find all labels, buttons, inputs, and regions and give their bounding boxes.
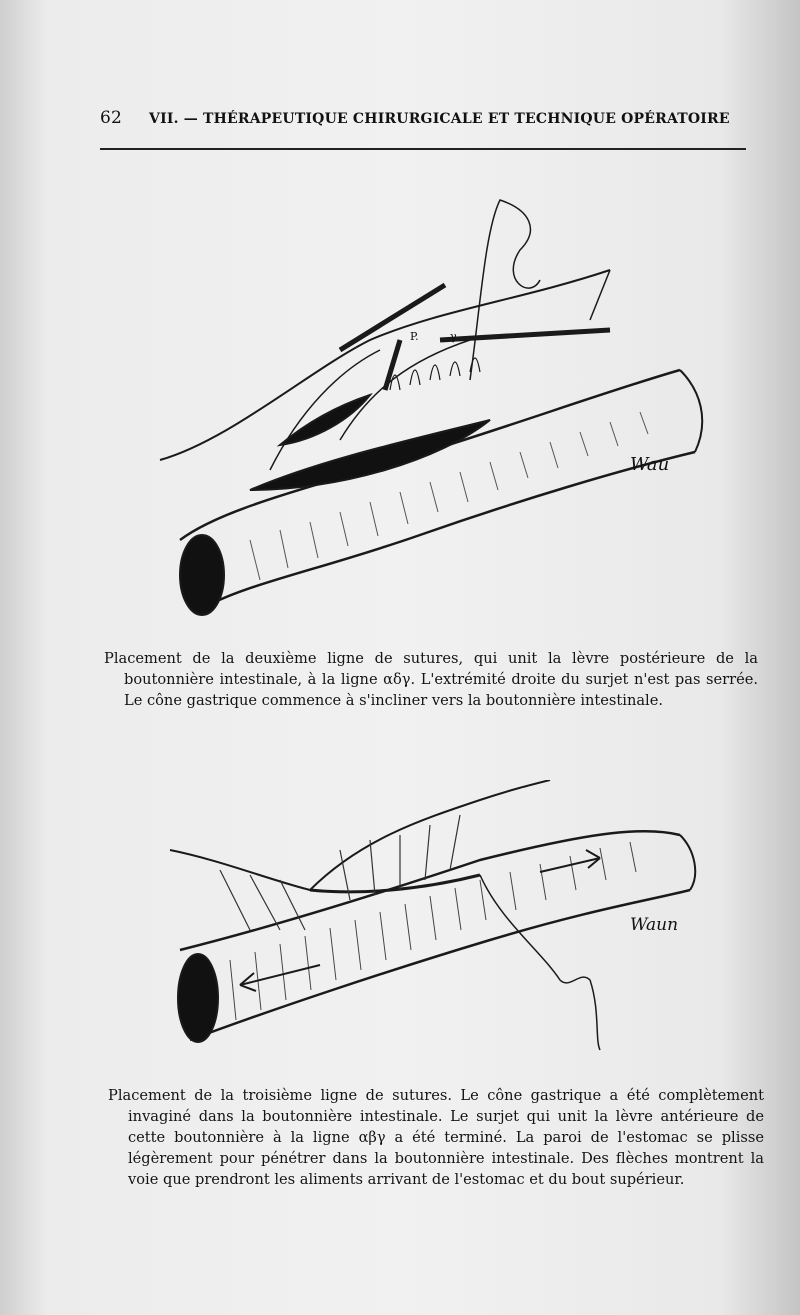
figure-1-signature: Wau	[630, 454, 670, 475]
figure-2-signature: Waun	[630, 915, 679, 935]
header-rule	[100, 148, 746, 150]
running-title: VII. — THÉRAPEUTIQUE CHIRURGICALE ET TECHNIQUE OPÉRATOIRE	[149, 111, 730, 127]
running-head	[100, 108, 760, 128]
figure-1-label-gamma: γ	[450, 330, 457, 343]
figure-1-label-p: P.	[410, 330, 419, 343]
figure-1-illustration	[140, 190, 720, 630]
page-number: 62	[100, 108, 123, 128]
figure-1-caption: Placement de la deuxième ligne de sutures, qui unit la lèvre postérieure de la boutonnière intestinale, à la ligne αδγ. L'extrémité droite du surjet n'est pas serrée. Le cône gastrique commence à s'incliner vers la boutonnière intestinale.	[104, 650, 758, 709]
figure-2-caption: Placement de la troisième ligne de sutures. Le cône gastrique a été complètement invaginé dans la boutonnière intestinale. Le surjet qui unit la lèvre antérieure de cette boutonnière à la ligne αβγ a été terminé. La paroi de l'estomac se plisse légèrement pour pénétrer dans la boutonnière intestinale. Des flèches montrent la voie que prendront les aliments arrivant de l'estomac et du bout supérieur.	[108, 1087, 764, 1188]
figure-2-illustration	[160, 780, 700, 1070]
